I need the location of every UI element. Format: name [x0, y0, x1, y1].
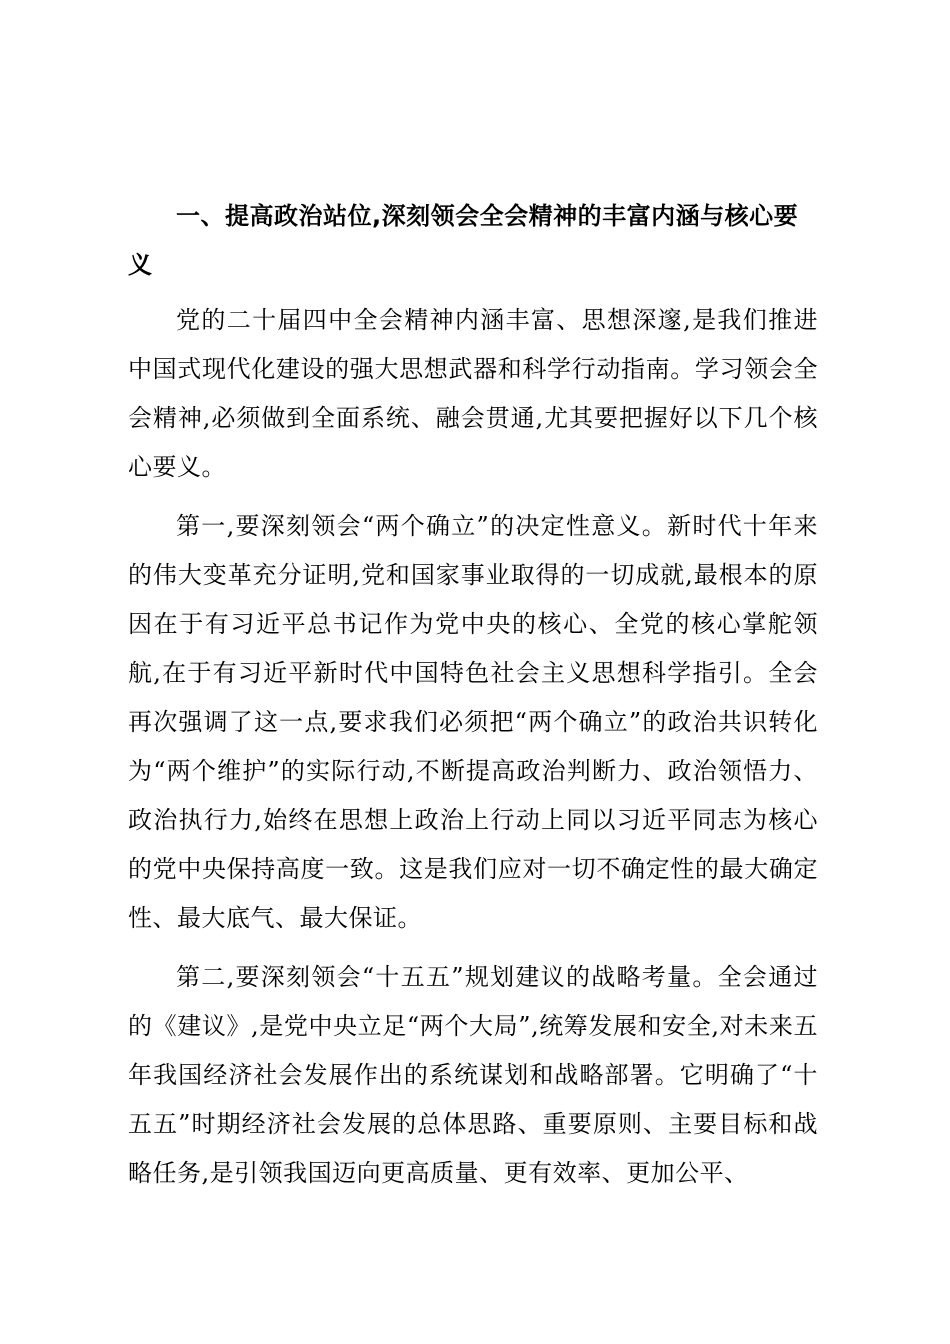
paragraph-first-point: 第一,要深刻领会“两个确立”的决定性意义。新时代十年来的伟大变革充分证明,党和国家事业取得的一切成就,最根本的原因在于有习近平总书记作为党中央的核心、全党的核心掌舵领航,在于有习近平新时代中国特色社会主义思想科学指引。全会再次强调了这一点,要求我们必须把“两个确立”的政治共识转化为“两个维护”的实际行动,不断提高政治判断力、政治领悟力、政治执行力,始终在思想上政治上行动上同以习近平同志为核心的党中央保持高度一致。这是我们应对一切不确定性的最大确定性、最大底气、最大保证。 — [128, 512, 818, 932]
section-heading: 一、提高政治站位,深刻领会全会精神的丰富内涵与核心要义 — [128, 202, 799, 279]
paragraph-second-point: 第二,要深刻领会“十五五”规划建议的战略考量。全会通过的《建议》,是党中央立足“两个大局”,统筹发展和安全,对未来五年我国经济社会发展作出的系统谋划和战略部署。它明确了“十五五”时期经济社会发展的总体思路、重要原则、主要目标和战略任务,是引领我国迈向更高质量、更有效率、更加公平、 — [128, 963, 818, 1187]
paragraph-intro: 党的二十届四中全会精神内涵丰富、思想深邃,是我们推进中国式现代化建设的强大思想武器和科学行动指南。学习领会全会精神,必须做到全面系统、融会贯通,尤其要把握好以下几个核心要义。 — [128, 306, 818, 481]
document-body — [128, 192, 818, 1208]
